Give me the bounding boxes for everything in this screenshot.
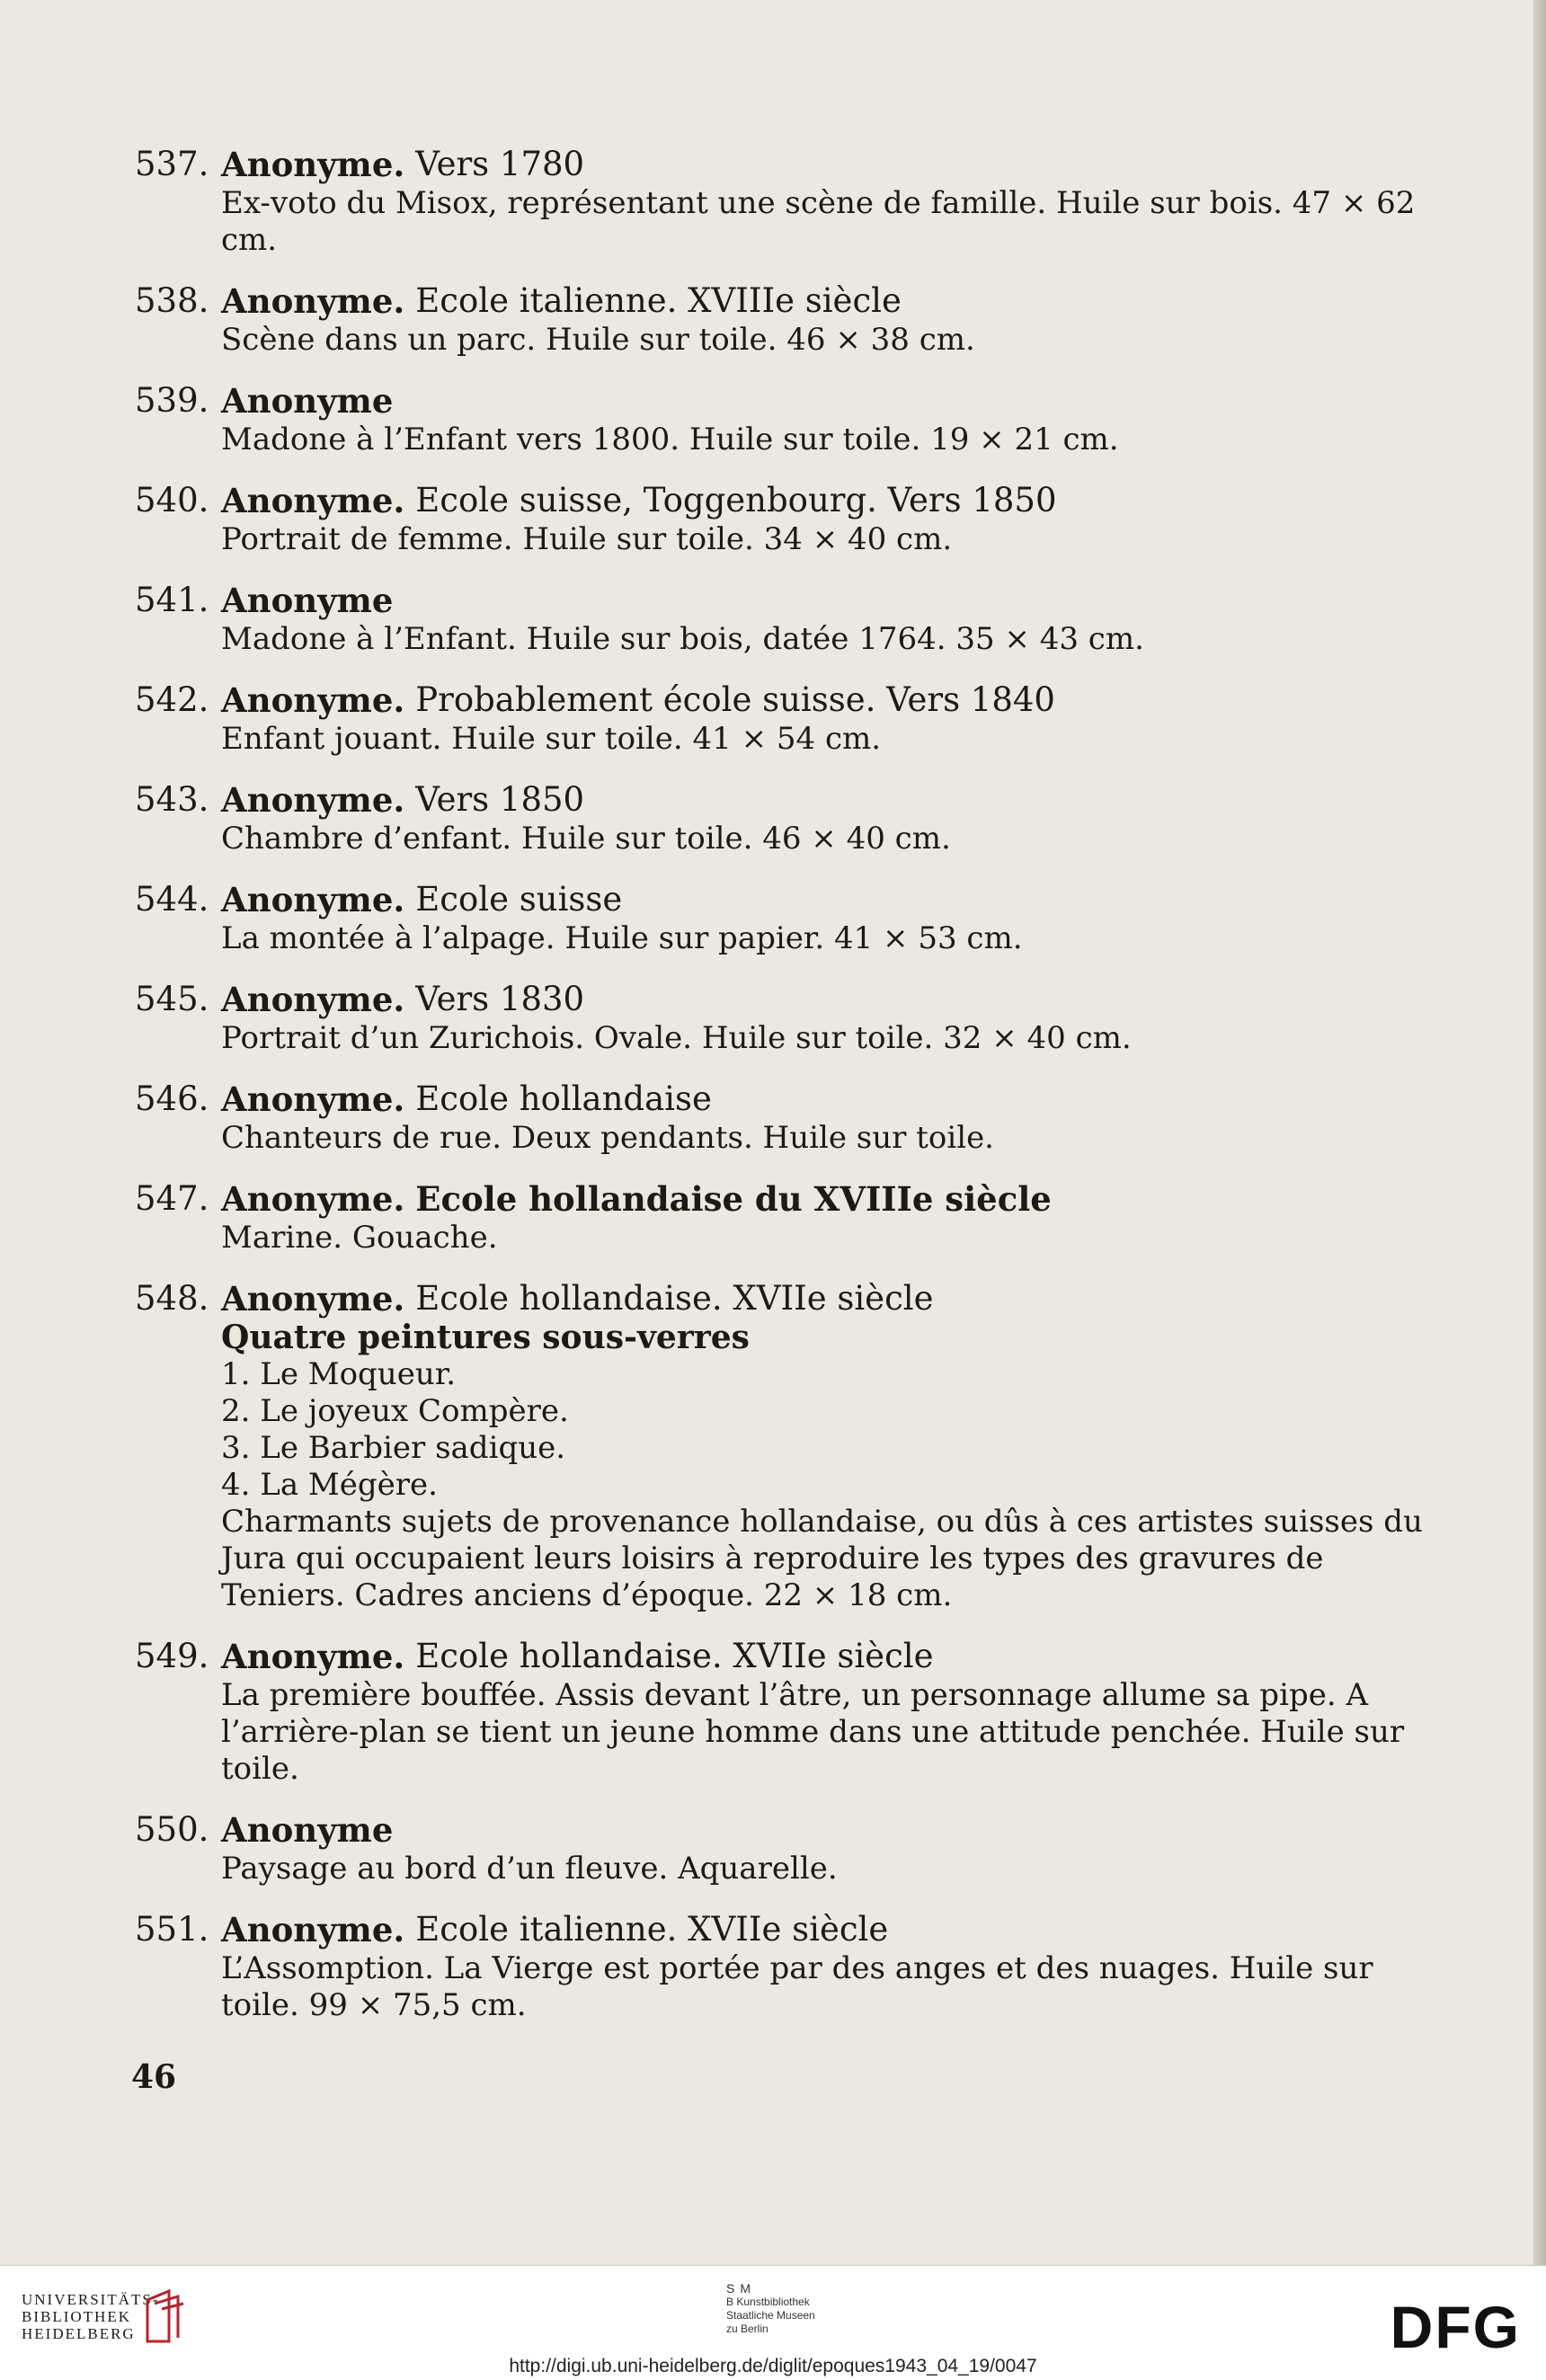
entry-artist: Anonyme: [221, 581, 394, 620]
entry-artist: Anonyme.: [221, 481, 405, 520]
entry-school-date: Vers 1830: [415, 980, 585, 1018]
entry-body: [221, 1020, 1438, 1057]
entry-heading: [135, 1278, 1438, 1319]
entry-body: [221, 185, 1438, 259]
entry-description: Charmants sujets de provenance hollandaise, ou dûs à ces artistes suisses du Jura qui occupaient leurs loisirs à reproduire les types des gravures de Teniers. Cadres anciens d’époque. 22 × 18 cm.: [221, 1504, 1423, 1613]
entry-artist: Anonyme.: [221, 780, 405, 820]
entry-description: Scène dans un parc. Huile sur toile. 46 × 38 cm.: [221, 322, 975, 358]
entry-school-date: Vers 1850: [415, 780, 585, 819]
entry-body: [221, 621, 1438, 658]
entry-heading: [135, 1178, 1438, 1220]
catalogue-entry: [135, 580, 1438, 658]
page-number: 46: [131, 2058, 177, 2096]
entry-heading: [135, 1909, 1438, 1950]
entry-heading: [135, 1079, 1438, 1120]
entry-description: L’Assomption. La Vierge est portée par des anges et des nuages. Huile sur toile. 99 × 75,5 cm.: [221, 1950, 1373, 2023]
entry-body: [221, 1677, 1438, 1788]
entry-description: Chambre d’enfant. Huile sur toile. 46 × 40 cm.: [221, 821, 951, 857]
entry-description: 2. Le joyeux Compère.: [221, 1393, 569, 1429]
entry-body: [221, 322, 1438, 359]
entry-description: Madone à l’Enfant vers 1800. Huile sur toile. 19 × 21 cm.: [221, 422, 1119, 457]
entry-body: [221, 1851, 1438, 1887]
entry-number: 545.: [135, 980, 209, 1018]
entry-heading: [135, 979, 1438, 1020]
entry-artist: Anonyme.: [221, 1910, 405, 1949]
entry-number: 543.: [135, 780, 209, 819]
catalogue-entry: [135, 1636, 1438, 1788]
catalogue-entry: [135, 1909, 1438, 2024]
catalogue-entry: [135, 144, 1438, 259]
entry-number: 551.: [135, 1910, 209, 1949]
entry-body: [221, 821, 1438, 857]
entry-number: 541.: [135, 581, 209, 619]
entry-school-date: Ecole hollandaise. XVIIe siècle: [415, 1279, 934, 1318]
entry-description: 1. Le Moqueur.: [221, 1356, 457, 1392]
entry-description: Portrait d’un Zurichois. Ovale. Huile sur toile. 32 × 40 cm.: [221, 1020, 1132, 1056]
entry-body: [221, 1220, 1438, 1257]
entry-school-date: Vers 1780: [415, 145, 585, 183]
entry-heading: [135, 480, 1438, 521]
entry-artist: Anonyme.: [221, 1637, 405, 1676]
entry-school-date: Ecole hollandaise du XVIIIe siècle: [415, 1179, 1052, 1219]
entry-artist: Anonyme.: [221, 880, 405, 919]
catalogue-entry: [135, 979, 1438, 1057]
entry-artist: Anonyme.: [221, 1179, 405, 1219]
entry-description: La montée à l’alpage. Huile sur papier. 41 × 53 cm.: [221, 920, 1023, 956]
entry-school-date: Ecole italienne. XVIIIe siècle: [415, 281, 902, 320]
entry-heading: [135, 144, 1438, 185]
university-library-logo-text: UNIVERSITÄTS- BIBLIOTHEK HEIDELBERG: [22, 2291, 160, 2342]
entry-artist: Anonyme.: [221, 1079, 405, 1119]
entry-number: 550.: [135, 1810, 209, 1849]
entry-subtitle: Quatre peintures sous-verres: [221, 1319, 750, 1356]
entry-description: Enfant jouant. Huile sur toile. 41 × 54 cm.: [221, 721, 882, 757]
university-library-logo-icon: [142, 2287, 187, 2347]
entry-number: 544.: [135, 880, 209, 919]
entry-number: 549.: [135, 1637, 209, 1675]
entry-heading: [135, 879, 1438, 920]
catalogue-entries: [135, 144, 1438, 2046]
entry-heading: [135, 1809, 1438, 1851]
entry-description: 4. La Mégère.: [221, 1467, 438, 1503]
entry-number: 538.: [135, 281, 209, 320]
entry-artist: Anonyme.: [221, 1279, 405, 1319]
entry-body: [221, 521, 1438, 558]
entry-heading: [135, 380, 1438, 422]
permalink-url[interactable]: http://digi.ub.uni-heidelberg.de/diglit/epoques1943_04_19/0047: [509, 2356, 1037, 2376]
entry-description: Portrait de femme. Huile sur toile. 34 × 40 cm.: [221, 521, 953, 557]
entry-body: [221, 422, 1438, 458]
catalogue-entry: [135, 1079, 1438, 1157]
entry-heading: [135, 679, 1438, 721]
entry-heading: [135, 1636, 1438, 1677]
entry-description: Marine. Gouache.: [221, 1220, 498, 1256]
entry-body: [221, 1319, 1438, 1614]
entry-description: La première bouffée. Assis devant l’âtre, un personnage allume sa pipe. A l’arrière-plan se tient un jeune homme dans une attitude penchée. Huile sur toile.: [221, 1677, 1405, 1787]
entry-school-date: Probablement école suisse. Vers 1840: [415, 680, 1055, 719]
entry-body: [221, 721, 1438, 758]
dfg-logo: DFG: [1390, 2294, 1521, 2360]
entry-number: 540.: [135, 481, 209, 520]
viewer-footer: [0, 2265, 1546, 2380]
entry-school-date: Ecole hollandaise: [415, 1079, 712, 1118]
catalogue-entry: [135, 480, 1438, 558]
entry-number: 537.: [135, 145, 209, 183]
entry-heading: [135, 779, 1438, 821]
entry-artist: Anonyme.: [221, 145, 405, 184]
entry-description: Ex-voto du Misox, représentant une scène de famille. Huile sur bois. 47 × 62 cm.: [221, 185, 1416, 258]
page-edge-shadow: [1533, 0, 1546, 2265]
entry-artist: Anonyme.: [221, 281, 405, 321]
catalogue-entry: [135, 779, 1438, 857]
entry-number: 548.: [135, 1279, 209, 1318]
entry-school-date: Ecole hollandaise. XVIIe siècle: [415, 1637, 934, 1675]
catalogue-entry: [135, 879, 1438, 957]
kunstbibliothek-logo: SM B Kunstbibliothek Staatliche Museen zu Berlin: [726, 2281, 815, 2335]
entry-description: 3. Le Barbier sadique.: [221, 1430, 566, 1466]
catalogue-entry: [135, 280, 1438, 359]
catalogue-entry: [135, 1809, 1438, 1887]
entry-school-date: Ecole suisse, Toggenbourg. Vers 1850: [415, 481, 1057, 520]
entry-description: Chanteurs de rue. Deux pendants. Huile sur toile.: [221, 1120, 994, 1156]
entry-body: [221, 1950, 1438, 2024]
catalogue-entry: [135, 679, 1438, 758]
entry-body: [221, 1120, 1438, 1157]
entry-heading: [135, 280, 1438, 322]
entry-body: [221, 920, 1438, 957]
entry-number: 542.: [135, 680, 209, 719]
entry-school-date: Ecole suisse: [415, 880, 623, 919]
entry-number: 547.: [135, 1179, 209, 1218]
entry-heading: [135, 580, 1438, 621]
catalogue-entry: [135, 1178, 1438, 1257]
entry-number: 539.: [135, 381, 209, 420]
entry-number: 546.: [135, 1079, 209, 1118]
entry-artist: Anonyme.: [221, 980, 405, 1019]
entry-description: Madone à l’Enfant. Huile sur bois, datée 1764. 35 × 43 cm.: [221, 621, 1144, 657]
entry-artist: Anonyme.: [221, 680, 405, 720]
entry-description: Paysage au bord d’un fleuve. Aquarelle.: [221, 1851, 838, 1887]
entry-artist: Anonyme: [221, 1810, 394, 1850]
entry-artist: Anonyme: [221, 381, 394, 421]
entry-school-date: Ecole italienne. XVIIe siècle: [415, 1910, 889, 1949]
catalogue-entry: [135, 1278, 1438, 1614]
catalogue-entry: [135, 380, 1438, 458]
